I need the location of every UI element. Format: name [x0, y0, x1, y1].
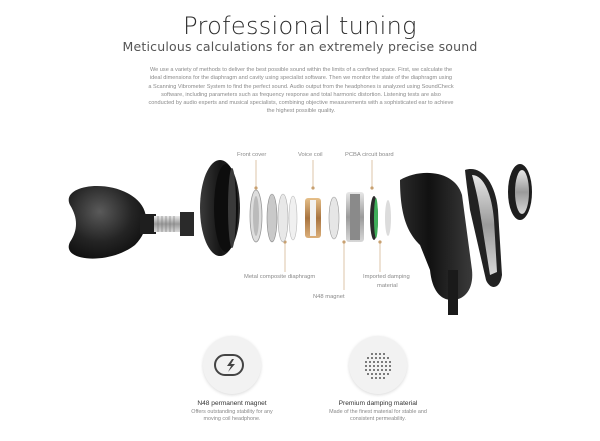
pcba-board — [370, 196, 378, 240]
damping-feature-icon — [349, 336, 407, 394]
callout-front-cover: Front cover — [237, 152, 267, 158]
description-paragraph: We use a variety of methods to deliver the best possible sound within the limits of a confined space. First, we calculate the ideal dimensions for the diaphragm and cavity using specialist software. Then we monitor the state of the diaphragm using a Scanning Vibrometer System to find the perfect sound. Audio output from the headphones is analyzed using SoundCheck software, including parameters such as frequency response and total harmonic distortion. Listening tests are also conducted by audio experts and musical specialists, combining objective measurements with a sophisticated ear to achieve the highest possible quality. — [148, 67, 454, 115]
callout-damping-line1: Imported damping — [363, 274, 410, 280]
earphone-body — [400, 173, 472, 315]
front-housing — [200, 160, 240, 256]
voice-coil — [305, 198, 321, 238]
magnet-feature-text-line2: moving coil headphone. — [203, 416, 261, 422]
magnet-ring — [329, 197, 339, 239]
callout-pcba: PCBA circuit board — [345, 152, 394, 158]
magnet-feature-title: N48 permanent magnet — [197, 400, 267, 407]
magnet-icon — [203, 336, 261, 394]
end-cap — [508, 164, 532, 220]
callout-voice-coil: Voice coil — [298, 152, 323, 158]
callout-damping-line2: material — [377, 283, 398, 289]
mesh-dots-icon — [349, 336, 407, 394]
callout-diaphragm: Metal composite diaphragm — [244, 274, 316, 280]
magnet-feature-icon — [203, 336, 261, 394]
ear-tip — [69, 186, 156, 259]
front-cover — [250, 190, 262, 242]
exploded-earphone-illustration — [0, 150, 600, 315]
page-title: Professional tuning — [183, 12, 417, 40]
damping-feature-text-line1: Made of the finest material for stable and — [329, 409, 427, 415]
damping-feature-text-line2: consistent permeability. — [350, 416, 406, 422]
magnet-feature-text-line1: Offers outstanding stability for any — [191, 409, 273, 415]
page-subtitle: Meticulous calculations for an extremely precise sound — [122, 39, 478, 54]
metal-nozzle — [154, 212, 194, 236]
damping-feature-title: Premium damping material — [338, 400, 418, 407]
n48-magnet — [346, 192, 364, 242]
diaphragm-discs — [267, 194, 297, 242]
damping-material — [385, 200, 391, 236]
callout-magnet: N48 magnet — [313, 294, 345, 300]
